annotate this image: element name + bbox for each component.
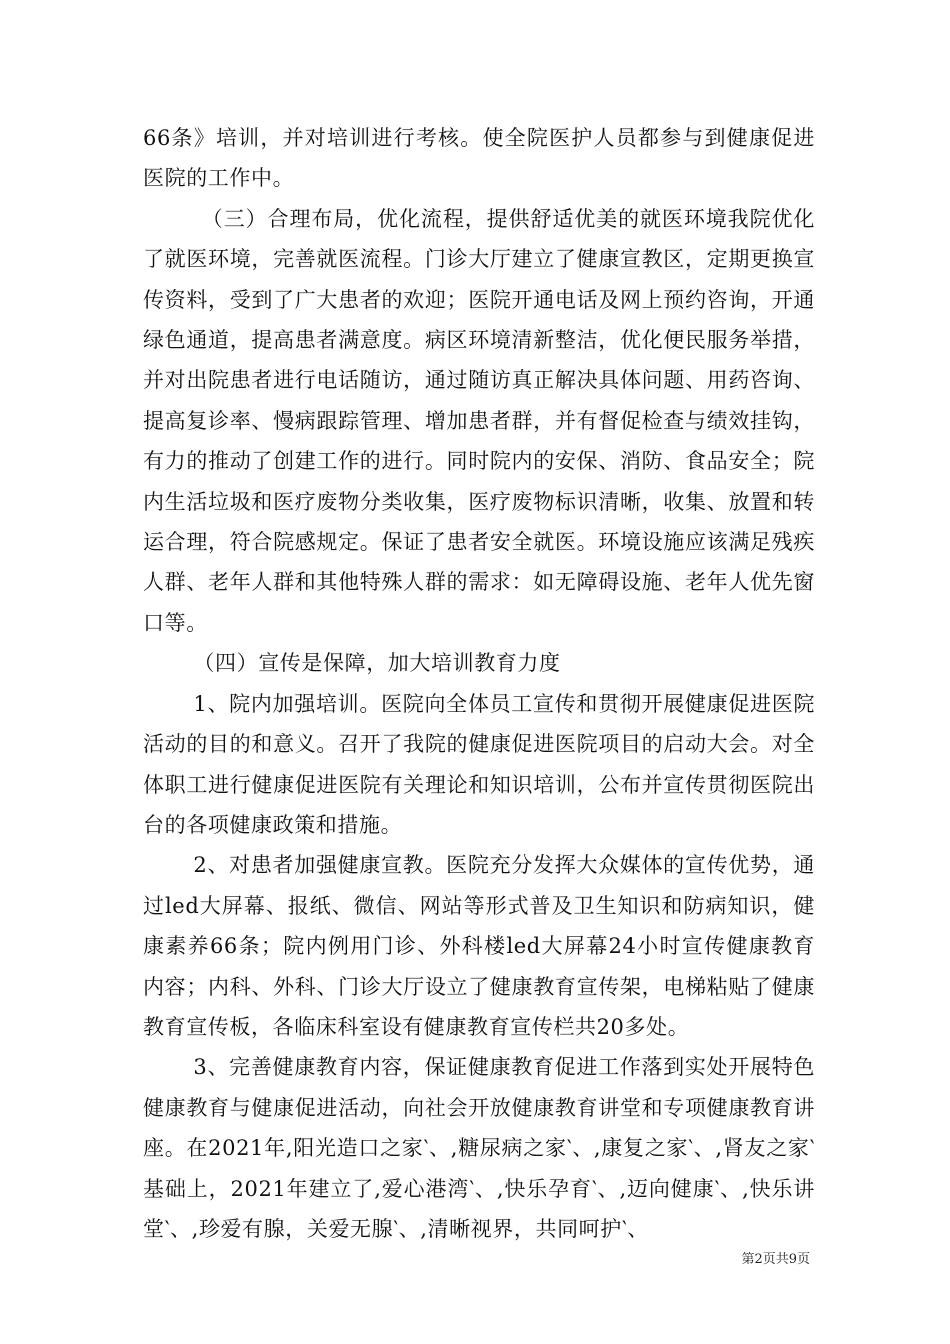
body-text bbox=[143, 118, 815, 1249]
page-number-footer: 第2页共9页 bbox=[741, 1252, 810, 1267]
paragraph-item-one: 1、院内加强培训。医院向全体员工宣传和贯彻开展健康促进医院活动的目的和意义。召开了我院的健康促进医院项目的启动大会。对全体职工进行健康促进医院有关理论和知识培训，公布并宣传贯彻医院出台的各项健康政策和措施。 bbox=[143, 691, 815, 837]
paragraph-section-four-heading: （四）宣传是保障，加大培训教育力度 bbox=[193, 651, 561, 676]
paragraph-training-continuation: 66条》培训，并对培训进行考核。使全院医护人员都参与到健康促进医院的工作中。 bbox=[143, 126, 815, 191]
paragraph-section-three: （三）合理布局，优化流程，提供舒适优美的就医环境我院优化了就医环境，完善就医流程。门诊大厅建立了健康宣教区，定期更换宣传资料，受到了广大患者的欢迎；医院开通电话及网上预约咨询，开通绿色通道，提高患者满意度。病区环境清新整洁，优化便民服务举措，并对出院患者进行电话随访，通过随访真正解决具体问题、用药咨询、提高复诊率、慢病跟踪管理、增加患者群，并有督促检查与绩效挂钩，有力的推动了创建工作的进行。同时院内的安保、消防、食品安全；院内生活垃圾和医疗废物分类收集，医疗废物标识清晰，收集、放置和转运合理，符合院感规定。保证了患者安全就医。环境设施应该满足残疾人群、老年人群和其他特殊人群的需求：如无障碍设施、老年人优先窗口等。 bbox=[143, 206, 815, 635]
paragraph-item-three: 3、完善健康教育内容，保证健康教育促进工作落到实处开展特色健康教育与健康促进活动，向社会开放健康教育讲堂和专项健康教育讲座。在2021年,阳光造口之家‵、,糖尿病之家‵、,康复之家‵、,肾友之家‵基础上，2021年建立了,爱心港湾‵、,快乐孕育‵、,迈向健康‵、,快乐讲堂‵、,珍爱有腺，关爱无腺‵、,清晰视界，共同呵护‵、 bbox=[143, 1055, 815, 1241]
paragraph-item-two: 2、对患者加强健康宣教。医院充分发挥大众媒体的宣传优势，通过led大屏幕、报纸、微信、网站等形式普及卫生知识和防病知识，健康素养66条；院内例用门诊、外科楼led大屏幕24小时宣传健康教育内容；内科、外科、门诊大厅设立了健康教育宣传架，电梯粘贴了健康教育宣传板，各临床科室设有健康教育宣传栏共20多处。 bbox=[143, 853, 815, 1039]
